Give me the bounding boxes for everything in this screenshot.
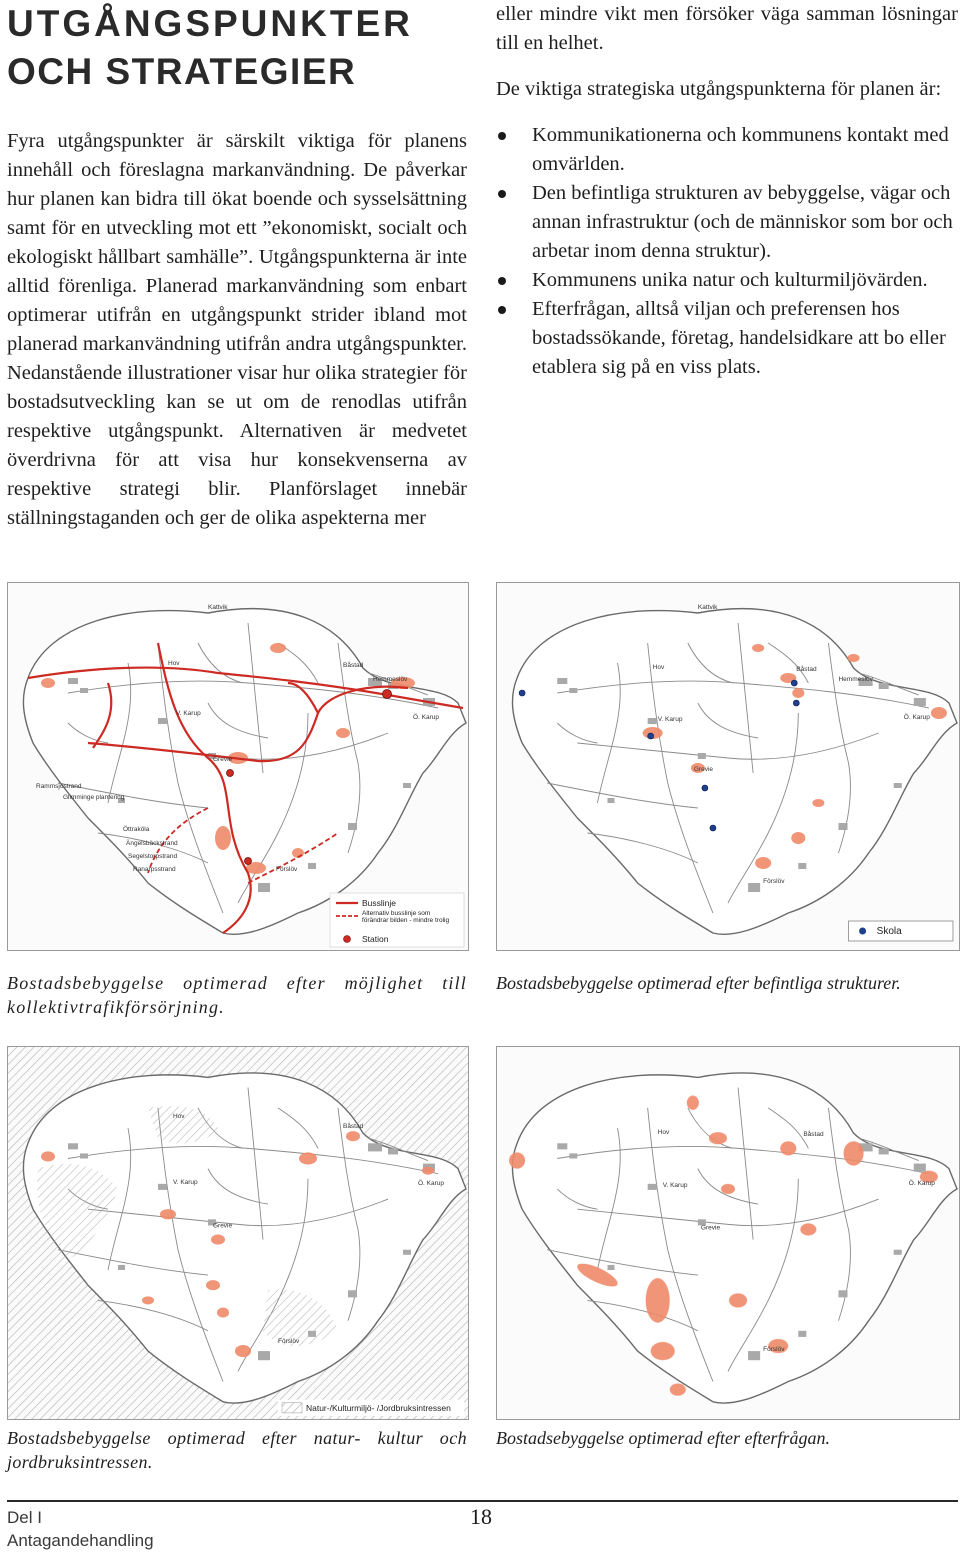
svg-text:Grevie: Grevie [693, 766, 714, 773]
caption-demand: Bostadsebyggelse optimerad efter efterfrågan. [496, 1428, 830, 1448]
page-heading [7, 0, 477, 96]
svg-text:Förslöv: Förslöv [763, 1346, 785, 1354]
svg-text:Öttraköla: Öttraköla [123, 826, 150, 833]
svg-text:Ö. Karup: Ö. Karup [908, 1179, 935, 1187]
caption-public-transport: Bostadsbebyggelse optimerad efter möjlighet till kollektivtrafikförsörjning. [7, 973, 467, 1017]
map-demand-svg [497, 1047, 959, 1419]
svg-text:V. Karup: V. Karup [173, 1178, 198, 1186]
continuation-paragraph: eller mindre vikt men försöker väga samman lösningar till en helhet. [496, 3, 958, 54]
svg-text:Segelstorpstrand: Segelstorpstrand [128, 853, 178, 860]
svg-text:Ö. Karup: Ö. Karup [903, 714, 930, 721]
svg-text:Kattvik: Kattvik [208, 604, 228, 611]
footer-document-info [7, 1506, 154, 1552]
list-item: Kommunikationerna och kommunens kontakt med omvärlden. [496, 121, 958, 179]
svg-text:Förslöv: Förslöv [278, 1337, 300, 1345]
list-item: Efterfrågan, alltså viljan och preferensen hos bostadssökande, företag, handelsidkare att bo eller etablera sig på en viss plats. [496, 295, 958, 382]
map-demand [496, 1046, 960, 1420]
heading-line-2: OCH STRATEGIER [7, 51, 357, 92]
svg-text:Förslöv: Förslöv [763, 878, 785, 885]
svg-text:Hov: Hov [652, 664, 665, 671]
svg-text:Hov: Hov [168, 660, 180, 667]
map-existing-structures-svg [497, 583, 959, 950]
map-public-transport [7, 582, 469, 951]
svg-text:Ängelsbäckstrand: Ängelsbäckstrand [126, 840, 178, 847]
bullet-icon [498, 132, 506, 140]
svg-text:Grevie: Grevie [213, 756, 233, 763]
svg-text:Hemmeslöv: Hemmeslöv [373, 676, 408, 683]
svg-text:Natur-/Kulturmiljö- /Jordbruks: Natur-/Kulturmiljö- /Jordbruksintressen [306, 1402, 451, 1413]
intro-paragraph: Fyra utgångspunkter är särskilt viktiga för planens innehåll och föreslagna markanvändning. De påverkar hur planen kan bidra till ökat boende och sysselsättning samt för en utveckling mot ett ”ekonomiskt, socialt och ekologiskt hållbart samhälle”. Utgångspunkterna är inte alltid förenliga. Planerad markanvändning som enbart optimerar utifrån en utgångspunkt strider ibland mot planerad markanvändning utifrån andra utgångspunkter. Nedanstående illustrationer visar hur olika strategier för bostadsutveckling kan se ut om de renodlas utifrån respektive utgångspunkt. Alternativen är medvetet överdrivna för att visa hur konsekvenserna av respektive strategi blir. Planförslaget innebär ställningstaganden och ger de olika aspekterna mer [7, 130, 467, 529]
svg-text:V. Karup: V. Karup [657, 716, 683, 723]
svg-text:Busslinje: Busslinje [362, 898, 397, 908]
svg-text:Ö. Karup: Ö. Karup [417, 1179, 444, 1187]
legend-nature [278, 1400, 464, 1416]
svg-text:Grevie: Grevie [212, 1222, 233, 1230]
bullet-icon [498, 277, 506, 285]
svg-text:Grevie: Grevie [700, 1224, 721, 1232]
svg-text:Ö. Karup: Ö. Karup [413, 714, 440, 721]
svg-text:Rammsjöstrand: Rammsjöstrand [36, 783, 82, 790]
legend-school [849, 921, 953, 941]
bullet-icon [498, 190, 506, 198]
svg-text:Hov: Hov [173, 1112, 185, 1120]
svg-text:Skola: Skola [876, 926, 902, 937]
map-nature-culture [7, 1046, 469, 1420]
svg-text:Glimminge plantering: Glimminge plantering [63, 794, 125, 801]
lead-paragraph: De viktiga strategiska utgångspunkterna för planen är: [496, 78, 942, 100]
svg-text:V. Karup: V. Karup [176, 710, 201, 717]
svg-text:Båstad: Båstad [796, 666, 817, 673]
strategy-list [496, 121, 958, 382]
caption-nature-culture: Bostadsbebyggelse optimerad efter natur- kultur och jordbruksintressen. [7, 1428, 467, 1472]
svg-text:Station: Station [362, 934, 389, 944]
footer-doc-type: Antagandehandling [7, 1531, 154, 1550]
list-item: Den befintliga strukturen av bebyggelse, vägar och annan infrastruktur (och de människor som bor och arbetar inom denna struktur). [496, 179, 958, 266]
svg-text:Hemmeslöv: Hemmeslöv [838, 676, 873, 683]
svg-text:Ranarpsstrand: Ranarpsstrand [133, 866, 176, 873]
svg-text:Båstad: Båstad [803, 1131, 824, 1139]
page-number: 18 [470, 1504, 492, 1529]
heading-line-1: UTGÅNGSPUNKTER [7, 3, 413, 44]
svg-text:Hov: Hov [657, 1129, 670, 1137]
map-nature-culture-svg [8, 1047, 468, 1419]
svg-text:Alternativ busslinje som: Alternativ busslinje som förändrar bilden - mindre trolig [362, 910, 450, 924]
footer-rule [7, 1500, 958, 1502]
right-column [496, 0, 958, 382]
svg-text:V. Karup: V. Karup [662, 1181, 688, 1189]
map-public-transport-svg [8, 583, 468, 950]
svg-text:Förslöv: Förslöv [276, 866, 298, 873]
svg-text:Kattvik: Kattvik [697, 604, 718, 611]
bullet-icon [498, 306, 506, 314]
map-existing-structures [496, 582, 960, 951]
list-item: Kommunens unika natur och kulturmiljövärden. [496, 266, 958, 295]
svg-text:Båstad: Båstad [343, 1123, 364, 1131]
footer-part: Del I [7, 1508, 42, 1527]
legend-bus [330, 893, 464, 947]
caption-existing-structures: Bostadsbebyggelse optimerad efter befintliga strukturer. [496, 973, 901, 993]
svg-text:Båstad: Båstad [343, 662, 364, 669]
